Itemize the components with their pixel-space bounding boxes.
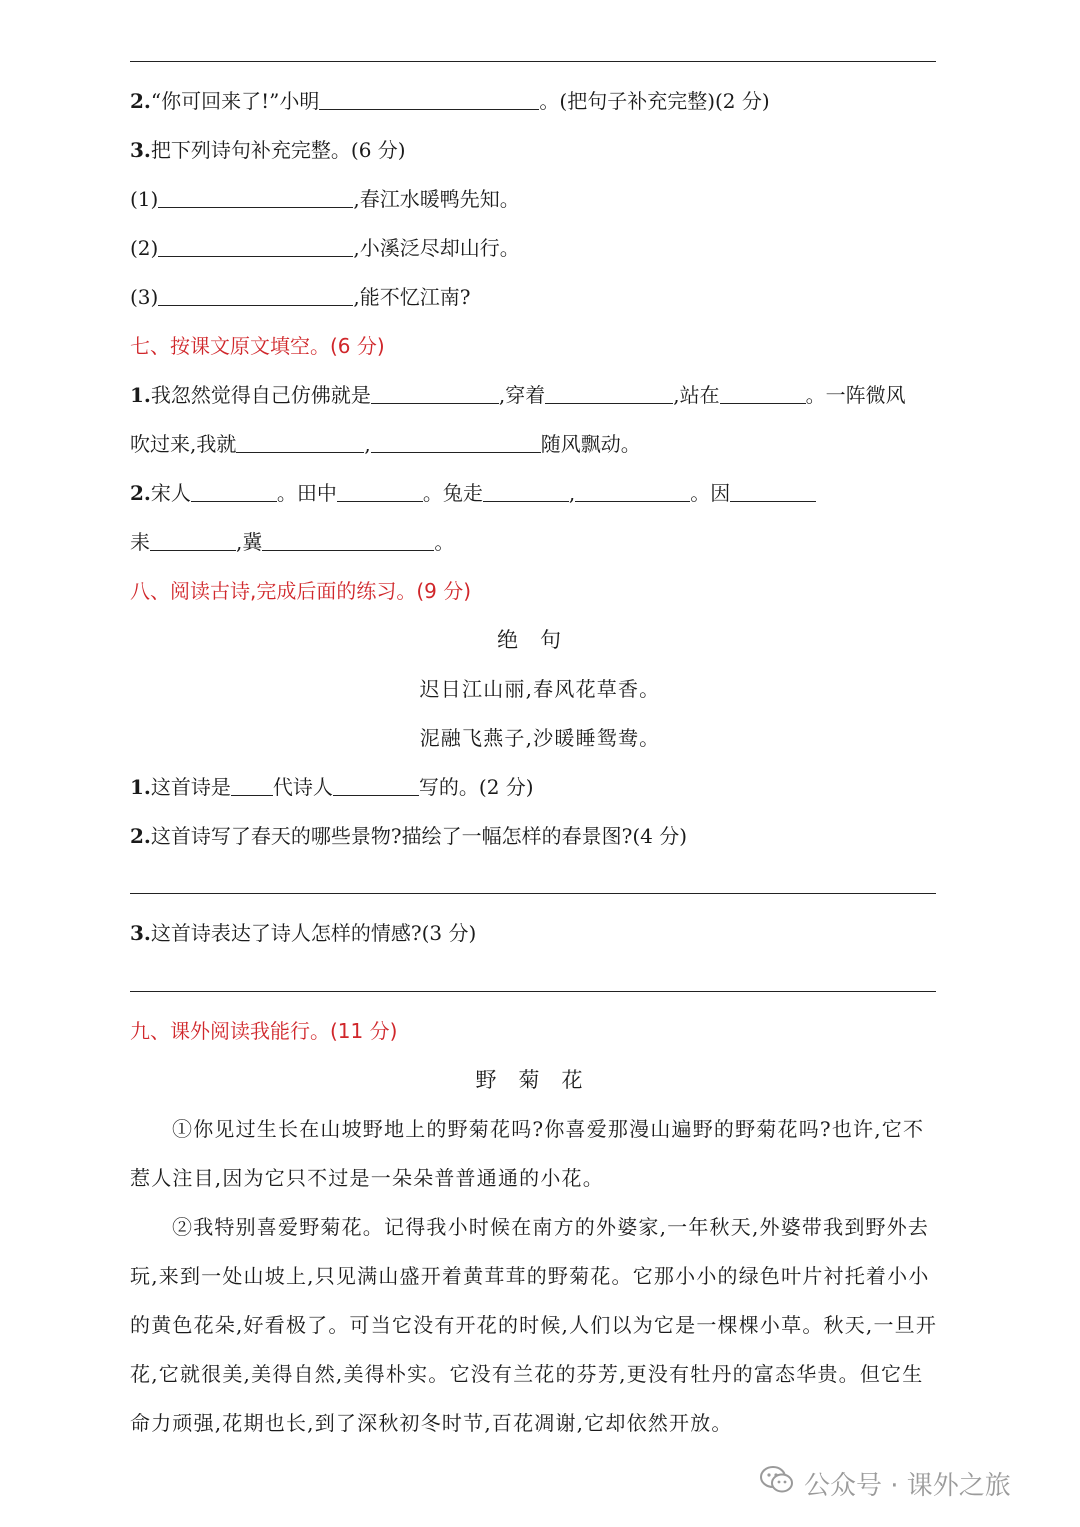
passage-line: 玩,来到一处山坡上,只见满山盛开着黄茸茸的野菊花。它那小小的绿色叶片衬托着小小 — [130, 1264, 930, 1288]
passage-title: 野菊花 — [475, 1068, 605, 1092]
answer-blank[interactable] — [575, 479, 690, 502]
answer-blank[interactable] — [730, 479, 816, 502]
answer-line — [130, 61, 936, 62]
question-8-3: 3.这首诗表达了诗人怎样的情感?(3 分) — [130, 921, 477, 945]
passage-line: 命力顽强,花期也长,到了深秋初冬时节,百花凋谢,它却依然开放。 — [130, 1411, 733, 1435]
watermark — [760, 1463, 1011, 1503]
poem-line-2: 泥融飞燕子,沙暖睡鸳鸯。 — [419, 726, 661, 750]
question-8-2: 2.这首诗写了春天的哪些景物?描绘了一幅怎样的春景图?(4 分) — [130, 824, 688, 848]
question-7-2: 2.宋人 。田中 。兔走 , 。因 — [130, 478, 816, 508]
answer-line[interactable] — [130, 991, 936, 992]
answer-blank[interactable] — [262, 528, 434, 551]
poem-item-3: (3) ,能不忆江南? — [130, 285, 471, 309]
answer-blank[interactable] — [371, 381, 499, 404]
passage-line: ②我特别喜爱野菊花。记得我小时候在南方的外婆家,一年秋天,外婆带我到野外去 — [172, 1215, 930, 1239]
question-7-1-cont: 吹过来,我就 , 随风飘动。 — [130, 432, 641, 456]
section-8-heading: 八、阅读古诗,完成后面的练习。(9 分) — [130, 579, 472, 603]
answer-blank[interactable] — [191, 479, 277, 502]
poem-item-1: (1) ,春江水暖鸭先知。 — [130, 187, 520, 211]
answer-blank[interactable] — [337, 479, 423, 502]
answer-blank[interactable] — [236, 430, 364, 453]
question-7-1: 1.我忽然觉得自己仿佛就是 ,穿着 ,站在 。一阵微风 — [130, 383, 906, 407]
question-8-1: 1.这首诗是 代诗人 写的。(2 分) — [130, 775, 534, 799]
answer-blank[interactable] — [158, 185, 353, 208]
question-7-2-cont: 耒 ,冀 。 — [130, 530, 455, 554]
answer-blank[interactable] — [150, 528, 236, 551]
poem-item-2: (2) ,小溪泛尽却山行。 — [130, 236, 520, 260]
poem-title: 绝句 — [497, 628, 583, 652]
answer-blank[interactable] — [158, 283, 353, 306]
answer-blank[interactable] — [720, 381, 806, 404]
section-7-heading: 七、按课文原文填空。(6 分) — [130, 334, 385, 358]
passage-line: 惹人注目,因为它只不过是一朵朵普普通通的小花。 — [130, 1166, 604, 1190]
answer-blank[interactable] — [333, 773, 419, 796]
poem-line-1: 迟日江山丽,春风花草香。 — [419, 677, 661, 701]
answer-blank[interactable] — [371, 430, 541, 453]
passage-line: ①你见过生长在山坡野地上的野菊花吗?你喜爱那漫山遍野的野菊花吗?也许,它不 — [172, 1117, 925, 1141]
answer-blank[interactable] — [545, 381, 673, 404]
passage-line: 的黄色花朵,好看极了。可当它没有开花的时候,人们以为它是一棵棵小草。秋天,一旦开 — [130, 1313, 938, 1337]
passage-line: 花,它就很美,美得自然,美得朴实。它没有兰花的芬芳,更没有牡丹的富态华贵。但它生 — [130, 1362, 924, 1386]
question-6-2: 2.“你可回来了!”小明 。(把句子补充完整)(2 分) — [130, 89, 770, 113]
section-9-heading: 九、课外阅读我能行。(11 分) — [130, 1019, 398, 1043]
question-6-3: 3.把下列诗句补充完整。(6 分) — [130, 138, 406, 162]
answer-blank[interactable] — [319, 87, 539, 110]
wechat-icon — [760, 1465, 794, 1502]
answer-line[interactable] — [130, 893, 936, 894]
answer-blank[interactable] — [483, 479, 569, 502]
answer-blank[interactable] — [158, 234, 353, 257]
answer-blank[interactable] — [231, 773, 273, 796]
watermark-text: 公众号 · 课外之旅 — [804, 1470, 1011, 1501]
